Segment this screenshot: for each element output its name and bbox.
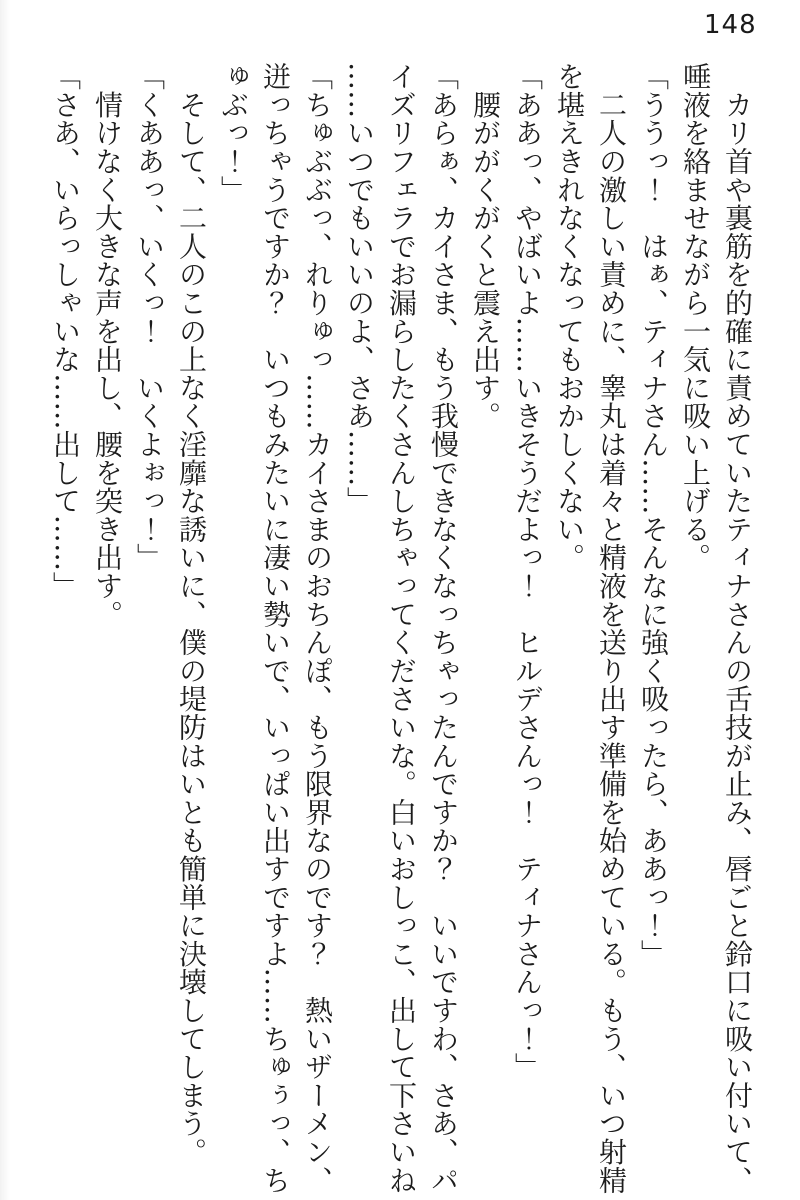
text-line: ……いつでもいいのよ、さあ……」 [343, 62, 376, 515]
text-block [44, 62, 758, 1198]
page-number: 148 [704, 10, 757, 40]
text-line: 二人の激しい責めに、睾丸は着々と精液を送り出す準備を始めている。もう、いつ射精 [595, 62, 628, 1194]
text-line: 「くああっ、いくっ！ いくよぉっ！」 [133, 62, 166, 572]
text-line: ゅぶっ！」 [217, 62, 250, 204]
text-line: 「ううっ！ はぁ、ティナさん……そんなに強く吸ったら、ああっ！」 [637, 62, 670, 968]
text-line: 「あらぁ、カイさま、もう我慢できなくなっちゃったんですか？ いいですわ、さあ、パ [427, 62, 460, 1194]
text-line: 迸っちゃうですか？ いつもみたいに凄い勢いで、いっぱい出すですよ……ちゅぅっ、ち [259, 62, 292, 1194]
text-line: を堪えきれなくなってもおかしくない。 [553, 62, 586, 572]
text-line: 唾液を絡ませながら一気に吸い上げる。 [679, 62, 712, 572]
text-line: 情けなく大きな声を出し、腰を突き出す。 [91, 62, 124, 628]
text-line: 「さあ、いらっしゃいな……出して……」 [49, 62, 82, 600]
text-line: イズリフェラでお漏らしたくさんしちゃってくださいな。白いおしっこ、出して下さいね [385, 62, 418, 1194]
text-line: 腰ががくがくと震え出す。 [469, 62, 502, 430]
text-line: カリ首や裏筋を的確に責めていたティナさんの舌技が止み、唇ごと鈴口に吸い付いて、 [721, 62, 754, 1194]
text-line: そして、二人のこの上なく淫靡な誘いに、僕の堤防はいとも簡単に決壊してしまう。 [175, 62, 208, 1166]
text-line: 「ちゅぶぶっ、れりゅっ……カイさまのおちんぽ、もう限界なのです？ 熱いザーメン、 [301, 62, 334, 1194]
text-line: 「ああっ、やばいよ……いきそうだよっ！ ヒルデさんっ！ ティナさんっ！」 [511, 62, 544, 1081]
